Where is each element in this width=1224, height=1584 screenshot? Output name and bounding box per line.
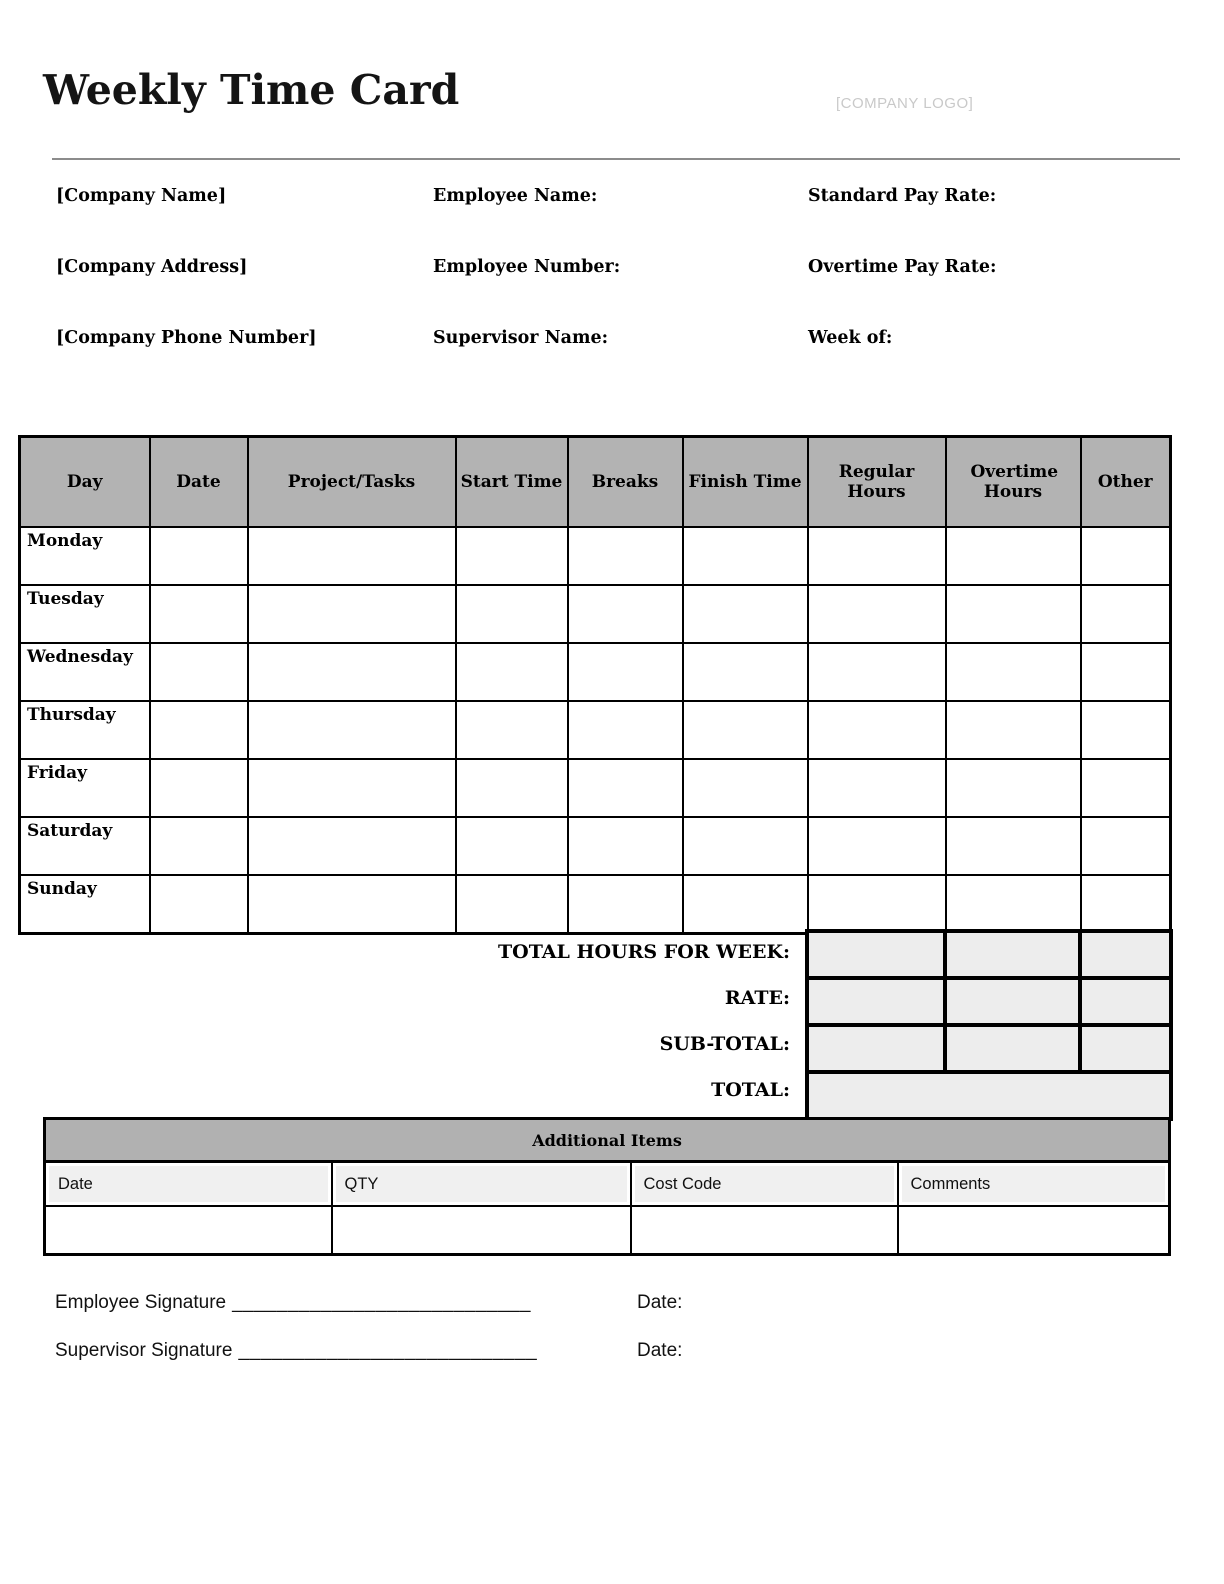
col-header-project-tasks: Project/Tasks [248, 437, 456, 528]
timecard-cell[interactable] [568, 585, 683, 643]
day-label-tuesday: Tuesday [20, 585, 150, 643]
supervisor-name-label: Supervisor Name: [433, 328, 609, 348]
supervisor-signature-row [55, 1340, 875, 1388]
additional-items-table [43, 1117, 1171, 1256]
timecard-cell[interactable] [248, 527, 456, 585]
col-header-regular-hours: Regular Hours [808, 437, 946, 528]
col-header-breaks: Breaks [568, 437, 683, 528]
col-header-cost-code: Cost Code [631, 1162, 898, 1207]
standard-pay-rate-label: Standard Pay Rate: [808, 186, 997, 206]
company-phone-placeholder[interactable]: [Company Phone Number] [56, 328, 317, 348]
col-header-comments: Comments [898, 1162, 1170, 1207]
company-address-placeholder[interactable]: [Company Address] [56, 257, 248, 277]
table-row-wednesday [20, 643, 1171, 701]
additional-items-title: Additional Items [45, 1119, 1170, 1162]
table-row-sunday [20, 875, 1171, 934]
timecard-cell[interactable] [683, 759, 808, 817]
timecard-cell[interactable] [808, 817, 946, 875]
summary-box-regular-subtotal[interactable] [807, 1025, 945, 1072]
timecard-cell[interactable] [683, 701, 808, 759]
summary-boxes [805, 929, 1173, 1121]
timecard-cell[interactable] [946, 527, 1081, 585]
timecard-cell[interactable] [150, 643, 248, 701]
timecard-cell[interactable] [1081, 759, 1171, 817]
col-header-overtime-hours: Overtime Hours [946, 437, 1081, 528]
additional-items-title-row [45, 1119, 1170, 1162]
timecard-cell[interactable] [248, 701, 456, 759]
table-row-tuesday [20, 585, 1171, 643]
timecard-cell[interactable] [568, 701, 683, 759]
summary-box-other-rate[interactable] [1080, 978, 1171, 1025]
timecard-cell[interactable] [248, 643, 456, 701]
timecard-cell[interactable] [1081, 585, 1171, 643]
timecard-cell[interactable] [568, 643, 683, 701]
timecard-cell[interactable] [150, 875, 248, 934]
timecard-cell[interactable] [808, 585, 946, 643]
timecard-cell[interactable] [1081, 701, 1171, 759]
summary-box-other[interactable] [1080, 931, 1171, 978]
supervisor-date-label: Date: [637, 1340, 683, 1361]
timecard-cell[interactable] [568, 875, 683, 934]
timecard-cell[interactable] [1081, 527, 1171, 585]
table-row-thursday [20, 701, 1171, 759]
summary-row-total-hours [807, 931, 1171, 978]
col-header-day: Day [20, 437, 150, 528]
additional-item-cost-code-cell[interactable] [631, 1206, 898, 1255]
summary-box-overtime-rate[interactable] [945, 978, 1080, 1025]
total-hours-for-week-label: TOTAL HOURS FOR WEEK: [498, 941, 790, 963]
signature-section [55, 1292, 875, 1388]
col-header-date: Date [150, 437, 248, 528]
timecard-cell[interactable] [456, 585, 568, 643]
timecard-cell[interactable] [808, 875, 946, 934]
page-title: Weekly Time Card [43, 66, 460, 114]
timecard-cell[interactable] [683, 875, 808, 934]
total-label: TOTAL: [711, 1079, 790, 1101]
timecard-cell[interactable] [808, 759, 946, 817]
timecard-cell[interactable] [946, 585, 1081, 643]
day-label-saturday: Saturday [20, 817, 150, 875]
week-of-label: Week of: [808, 328, 893, 348]
timecard-cell[interactable] [946, 759, 1081, 817]
employee-info-column [433, 186, 620, 399]
timecard-cell[interactable] [808, 701, 946, 759]
col-header-other: Other [1081, 437, 1171, 528]
timecard-cell[interactable] [568, 817, 683, 875]
company-name-placeholder[interactable]: [Company Name] [56, 186, 227, 206]
company-logo-placeholder[interactable]: [COMPANY LOGO] [836, 95, 974, 112]
summary-box-other-subtotal[interactable] [1080, 1025, 1171, 1072]
timecard-header-row [20, 437, 1171, 528]
day-label-sunday: Sunday [20, 875, 150, 934]
day-label-friday: Friday [20, 759, 150, 817]
pay-info-column [808, 186, 997, 399]
col-header-additional-date: Date [45, 1162, 332, 1207]
timecard-cell[interactable] [248, 817, 456, 875]
summary-box-overtime-hours[interactable] [945, 931, 1080, 978]
additional-item-date-cell[interactable] [45, 1206, 332, 1255]
employee-signature-label: Employee Signature [55, 1292, 227, 1313]
timecard-cell[interactable] [683, 643, 808, 701]
timecard-cell[interactable] [456, 759, 568, 817]
summary-box-regular-rate[interactable] [807, 978, 945, 1025]
timecard-cell[interactable] [568, 759, 683, 817]
timecard-cell[interactable] [150, 701, 248, 759]
day-label-monday: Monday [20, 527, 150, 585]
timecard-table [18, 435, 1172, 935]
timecard-cell[interactable] [248, 759, 456, 817]
timecard-cell[interactable] [1081, 643, 1171, 701]
timecard-cell[interactable] [150, 585, 248, 643]
employee-signature-line[interactable]: ___________________________ [232, 1292, 531, 1313]
timecard-cell[interactable] [568, 527, 683, 585]
timecard-cell[interactable] [946, 701, 1081, 759]
timecard-cell[interactable] [1081, 875, 1171, 934]
timecard-cell[interactable] [1081, 817, 1171, 875]
timecard-cell[interactable] [456, 817, 568, 875]
timecard-cell[interactable] [150, 817, 248, 875]
timecard-cell[interactable] [456, 527, 568, 585]
table-row-saturday [20, 817, 1171, 875]
additional-items-entry-row [45, 1206, 1170, 1255]
timecard-cell[interactable] [150, 527, 248, 585]
summary-box-total[interactable] [807, 1072, 1171, 1119]
employee-number-label: Employee Number: [433, 257, 621, 277]
timecard-cell[interactable] [456, 643, 568, 701]
timecard-cell[interactable] [456, 701, 568, 759]
day-label-wednesday: Wednesday [20, 643, 150, 701]
summary-row-subtotal [807, 1025, 1171, 1072]
supervisor-signature-label: Supervisor Signature [55, 1340, 233, 1361]
summary-box-regular-hours[interactable] [807, 931, 945, 978]
summary-row-total [807, 1072, 1171, 1119]
timecard-cell[interactable] [248, 875, 456, 934]
timecard-cell[interactable] [946, 875, 1081, 934]
timecard-cell[interactable] [456, 875, 568, 934]
rate-label: RATE: [724, 987, 790, 1009]
timecard-cell[interactable] [683, 527, 808, 585]
employee-signature-row [55, 1292, 875, 1340]
timecard-cell[interactable] [248, 585, 456, 643]
company-info-column [56, 186, 317, 399]
col-header-qty: QTY [332, 1162, 631, 1207]
employee-name-label: Employee Name: [433, 186, 598, 206]
day-label-thursday: Thursday [20, 701, 150, 759]
timecard-cell[interactable] [808, 527, 946, 585]
header-divider [52, 158, 1180, 160]
timecard-cell[interactable] [808, 643, 946, 701]
timecard-cell[interactable] [150, 759, 248, 817]
timecard-cell[interactable] [946, 643, 1081, 701]
overtime-pay-rate-label: Overtime Pay Rate: [808, 257, 997, 277]
table-row-monday [20, 527, 1171, 585]
timecard-cell[interactable] [683, 817, 808, 875]
summary-box-overtime-subtotal[interactable] [945, 1025, 1080, 1072]
col-header-finish-time: Finish Time [683, 437, 808, 528]
summary-row-rate [807, 978, 1171, 1025]
additional-item-qty-cell[interactable] [332, 1206, 631, 1255]
supervisor-signature-line[interactable]: ___________________________ [238, 1340, 538, 1361]
subtotal-label: SUB-TOTAL: [659, 1033, 790, 1055]
additional-item-comments-cell[interactable] [898, 1206, 1170, 1255]
additional-items-header-row [45, 1162, 1170, 1207]
table-row-friday [20, 759, 1171, 817]
timecard-cell[interactable] [683, 585, 808, 643]
col-header-start-time: Start Time [456, 437, 568, 528]
timecard-cell[interactable] [946, 817, 1081, 875]
employee-date-label: Date: [637, 1292, 683, 1313]
